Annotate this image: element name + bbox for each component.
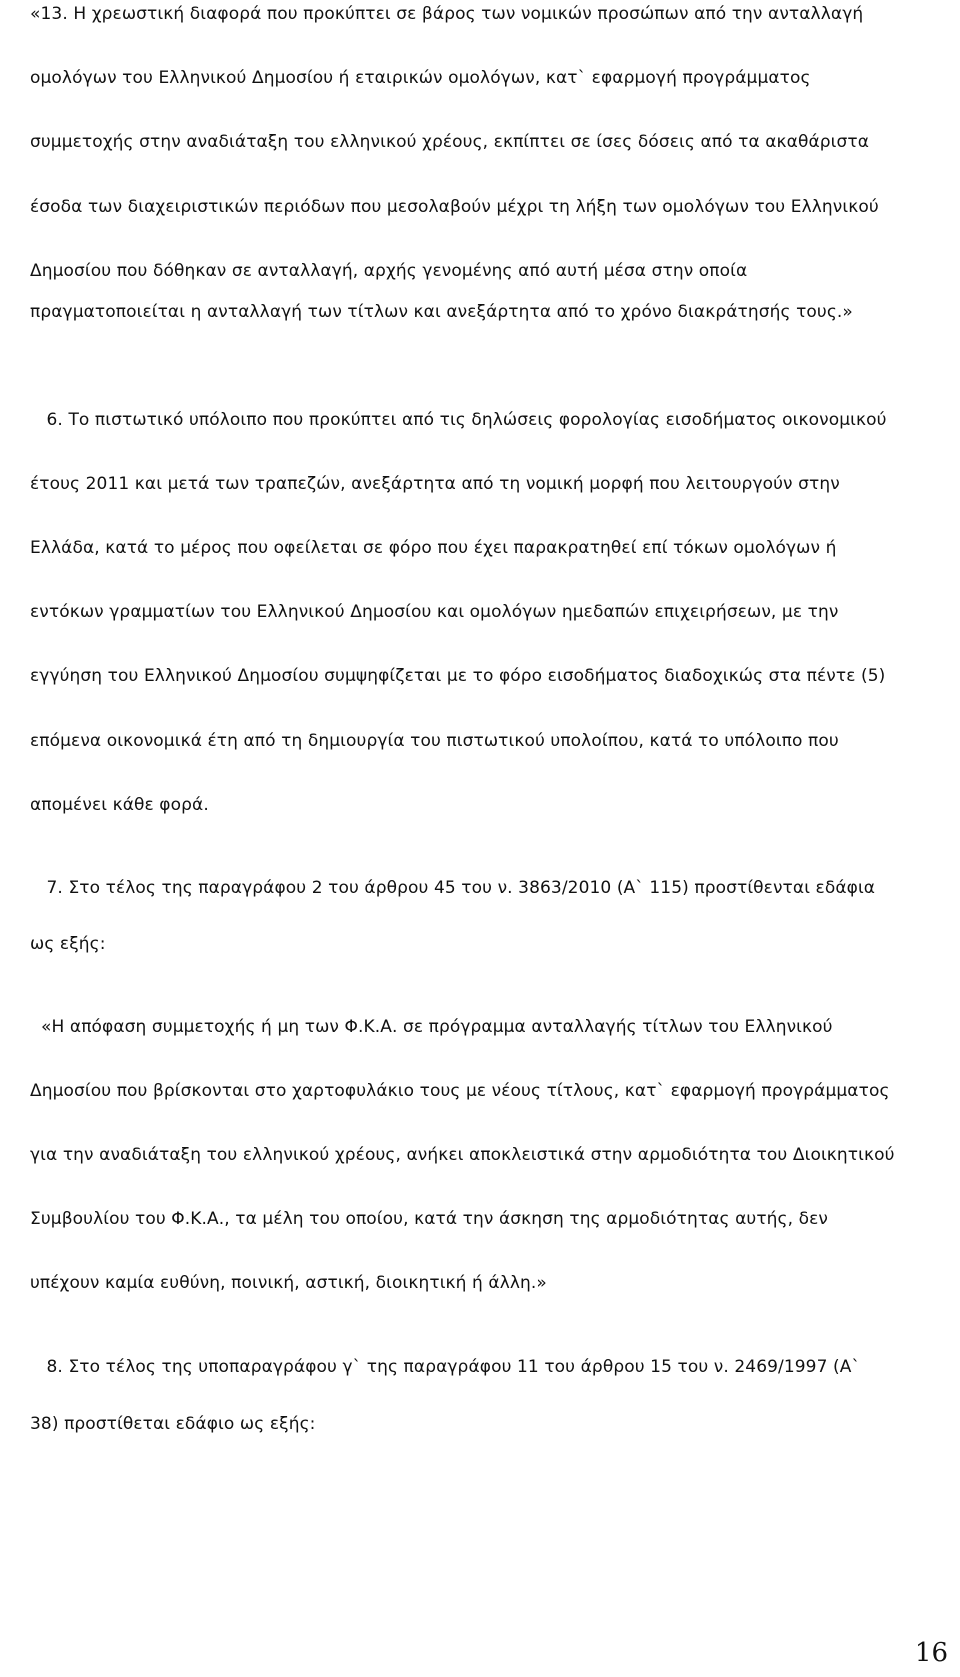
paragraph-13-line: έσοδα των διαχειριστικών περιόδων που μεσολαβούν μέχρι τη λήξη των ομολόγων του Ελληνικού bbox=[30, 197, 879, 217]
paragraph-6-line: 6. Το πιστωτικό υπόλοιπο που προκύπτει από τις δηλώσεις φορολογίας εισοδήματος οικονομικού bbox=[30, 410, 887, 430]
paragraph-13-line: ομολόγων του Ελληνικού Δημοσίου ή εταιρικών ομολόγων, κατ` εφαρμογή προγράμματος bbox=[30, 68, 811, 88]
paragraph-7-quote-line: υπέχουν καμία ευθύνη, ποινική, αστική, διοικητική ή άλλη.» bbox=[30, 1273, 547, 1293]
paragraph-6-line: επόμενα οικονομικά έτη από τη δημιουργία του πιστωτικού υπολοίπου, κατά το υπόλοιπο που bbox=[30, 731, 839, 751]
paragraph-7-quote-line: για την αναδιάταξη του ελληνικού χρέους, ανήκει αποκλειστικά στην αρμοδιότητα του Διοικητικού bbox=[30, 1145, 895, 1165]
paragraph-6-line: εγγύηση του Ελληνικού Δημοσίου συμψηφίζεται με το φόρο εισοδήματος διαδοχικώς στα πέντε (5) bbox=[30, 666, 886, 686]
paragraph-7-line: ως εξής: bbox=[30, 934, 106, 954]
paragraph-13-line: «13. Η χρεωστική διαφορά που προκύπτει σε βάρος των νομικών προσώπων από την ανταλλαγή bbox=[30, 4, 864, 24]
paragraph-13-line: πραγματοποιείται η ανταλλαγή των τίτλων και ανεξάρτητα από το χρόνο διακράτησής τους.» bbox=[30, 302, 853, 322]
paragraph-6-line: Ελλάδα, κατά το μέρος που οφείλεται σε φόρο που έχει παρακρατηθεί επί τόκων ομολόγων ή bbox=[30, 538, 837, 558]
paragraph-8-line: 8. Στο τέλος της υποπαραγράφου γ` της παραγράφου 11 του άρθρου 15 του ν. 2469/1997 (Α` bbox=[30, 1357, 861, 1377]
paragraph-13-line: Δημοσίου που δόθηκαν σε ανταλλαγή, αρχής γενομένης από αυτή μέσα στην οποία bbox=[30, 261, 748, 281]
paragraph-6-line: εντόκων γραμματίων του Ελληνικού Δημοσίου και ομολόγων ημεδαπών επιχειρήσεων, με την bbox=[30, 602, 839, 622]
paragraph-8-line: 38) προστίθεται εδάφιο ως εξής: bbox=[30, 1414, 316, 1434]
paragraph-6-line: απομένει κάθε φορά. bbox=[30, 795, 209, 815]
paragraph-7-line: 7. Στο τέλος της παραγράφου 2 του άρθρου 45 του ν. 3863/2010 (Α` 115) προστίθενται εδάφια bbox=[30, 878, 876, 898]
paragraph-7-quote-line: Δημοσίου που βρίσκονται στο χαρτοφυλάκιο τους με νέους τίτλους, κατ` εφαρμογή προγράμματος bbox=[30, 1081, 890, 1101]
paragraph-6-line: έτους 2011 και μετά των τραπεζών, ανεξάρτητα από τη νομική μορφή που λειτουργούν στην bbox=[30, 474, 840, 494]
page-number: 16 bbox=[914, 1638, 948, 1668]
paragraph-13-line: συμμετοχής στην αναδιάταξη του ελληνικού χρέους, εκπίπτει σε ίσες δόσεις από τα ακαθάριστα bbox=[30, 132, 870, 152]
paragraph-7-quote-line: «Η απόφαση συμμετοχής ή μη των Φ.Κ.Α. σε πρόγραμμα ανταλλαγής τίτλων του Ελληνικού bbox=[30, 1017, 833, 1037]
paragraph-7-quote-line: Συμβουλίου του Φ.Κ.Α., τα μέλη του οποίου, κατά την άσκηση της αρμοδιότητας αυτής, δεν bbox=[30, 1209, 829, 1229]
